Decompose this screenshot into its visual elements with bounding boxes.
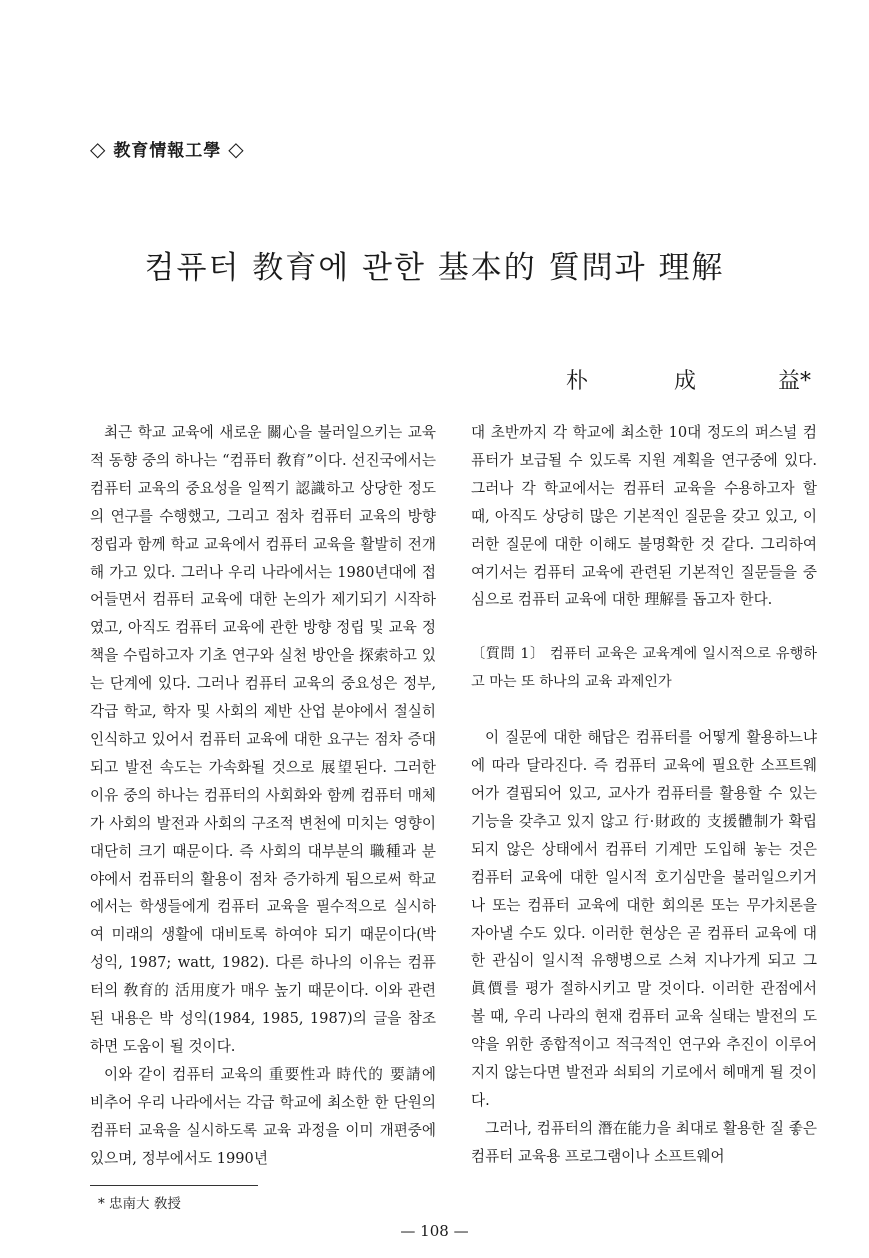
author-name [566,364,811,395]
left-column [90,419,436,1172]
diamond-icon: ◇ [228,137,245,161]
section-title: 教育情報工學 [113,141,222,161]
body-paragraph: 대 초반까지 각 학교에 최소한 10대 정도의 퍼스널 컴퓨터가 보급될 수 있도록 지원 계획을 연구중에 있다. 그러나 각 학교에서는 컴퓨터 교육을 수용하고자 할 때, 아직도 상당히 많은 기본적인 질문을 갖고 있고, 이러한 질문에 대한 이해도 불명확한 것 같다. 그리하여 여기서는 컴퓨터 교육에 관련된 기본적인 질문들을 중심으로 컴퓨터 교육에 대한 理解를 돕고자 한다. [471,424,817,609]
body-paragraph: 그러나, 컴퓨터의 潛在能力을 최대로 활용한 질 좋은 컴퓨터 교육용 프로그램이나 소프트웨어 [471,1119,817,1165]
diamond-icon: ◇ [90,137,107,161]
footnote-divider [90,1185,258,1186]
author-char: 朴 [566,369,589,394]
right-column [471,419,817,1171]
section-label [90,136,245,161]
page-number: — 108 — [400,1222,469,1240]
question-heading: 〔質問 1〕 컴퓨터 교육은 교육계에 일시적으로 유행하고 마는 또 하나의 교육 과제인가 [471,646,817,691]
article-title: 컴퓨터 教育에 관한 基本的 質問과 理解 [144,250,725,286]
body-paragraph: 최근 학교 교육에 새로운 關心을 불러일으키는 교육적 동향 중의 하나는 “컴퓨터 敎育”이다. 선진국에서는 컴퓨터 교육의 중요성을 일찍기 認識하고 상당한 정도의 연구를 수행했고, 그리고 점차 컴퓨터 교육의 방향 정립과 함께 학교 교육에서 컴퓨터 교육을 활발히 전개해 가고 있다. 그러나 우리 나라에서는 1980년대에 접어들면서 컴퓨터 교육에 대한 논의가 제기되기 시작하였고, 아직도 컴퓨터 교육에 관한 방향 정립 및 교육 정책을 수립하고자 기초 연구와 실천 방안을 探索하고 있는 단계에 있다. 그러나 컴퓨터 교육의 중요성은 정부, 각급 학교, 학자 및 사회의 제반 산업 분야에서 절실히 인식하고 있어서 컴퓨터 교육에 대한 요구는 점차 증대되고 발전 속도는 가속화될 것으로 展望된다. 그러한 이유 중의 하나는 컴퓨터의 사회화와 함께 컴퓨터 매체가 사회의 발전과 사회의 구조적 변천에 미치는 영향이 대단히 크기 때문이다. 즉 사회의 대부분의 職種과 분야에서 컴퓨터의 활용이 점차 증가하게 됨으로써 학교에서는 학생들에게 컴퓨터 교육을 필수적으로 실시하여 미래의 생활에 대비토록 하여야 되기 때문이다(박 성익, 1987; watt, 1982). 다른 하나의 이유는 컴퓨터의 敎育的 活用度가 매우 높기 때문이다. 이와 관련된 내용은 박 성익(1984, 1985, 1987)의 글을 참조하면 도움이 될 것이다. [90,424,436,1055]
author-char: 成 [674,369,697,394]
body-paragraph: 이와 같이 컴퓨터 교육의 重要性과 時代的 要請에 비추어 우리 나라에서는 각급 학교에 최소한 한 단원의 컴퓨터 교육을 실시하도록 교육 과정을 이미 개편중에 있으며, 정부에서도 1990년 [90,1065,436,1167]
body-paragraph: 이 질문에 대한 해답은 컴퓨터를 어떻게 활용하느냐에 따라 달라진다. 즉 컴퓨터 교육에 필요한 소프트웨어가 결핍되어 있고, 교사가 컴퓨터를 활용할 수 있는 기능을 갖추고 있지 않고 行·財政的 支援體制가 확립되지 않은 상태에서 컴퓨터 기계만 도입해 놓는 것은 컴퓨터 교육에 대한 일시적 호기심만을 불러일으키거나 또는 컴퓨터 교육에 대한 회의론 또는 무가치론을 자아낼 수도 있다. 이러한 현상은 곧 컴퓨터 교육에 대한 관심이 일시적 유행병으로 스쳐 지나가게 되고 그 眞價를 평가 절하시키고 말 것이다. 이러한 관점에서 볼 때, 우리 나라의 현재 컴퓨터 교육 실태는 발전의 도약을 위한 종합적이고 적극적인 연구와 추진이 이루어지지 않는다면 발전과 쇠퇴의 기로에서 헤매게 될 것이다. [471,729,817,1109]
author-char: 益* [778,369,812,394]
footnote: * 忠南大 敎授 [98,1196,181,1212]
